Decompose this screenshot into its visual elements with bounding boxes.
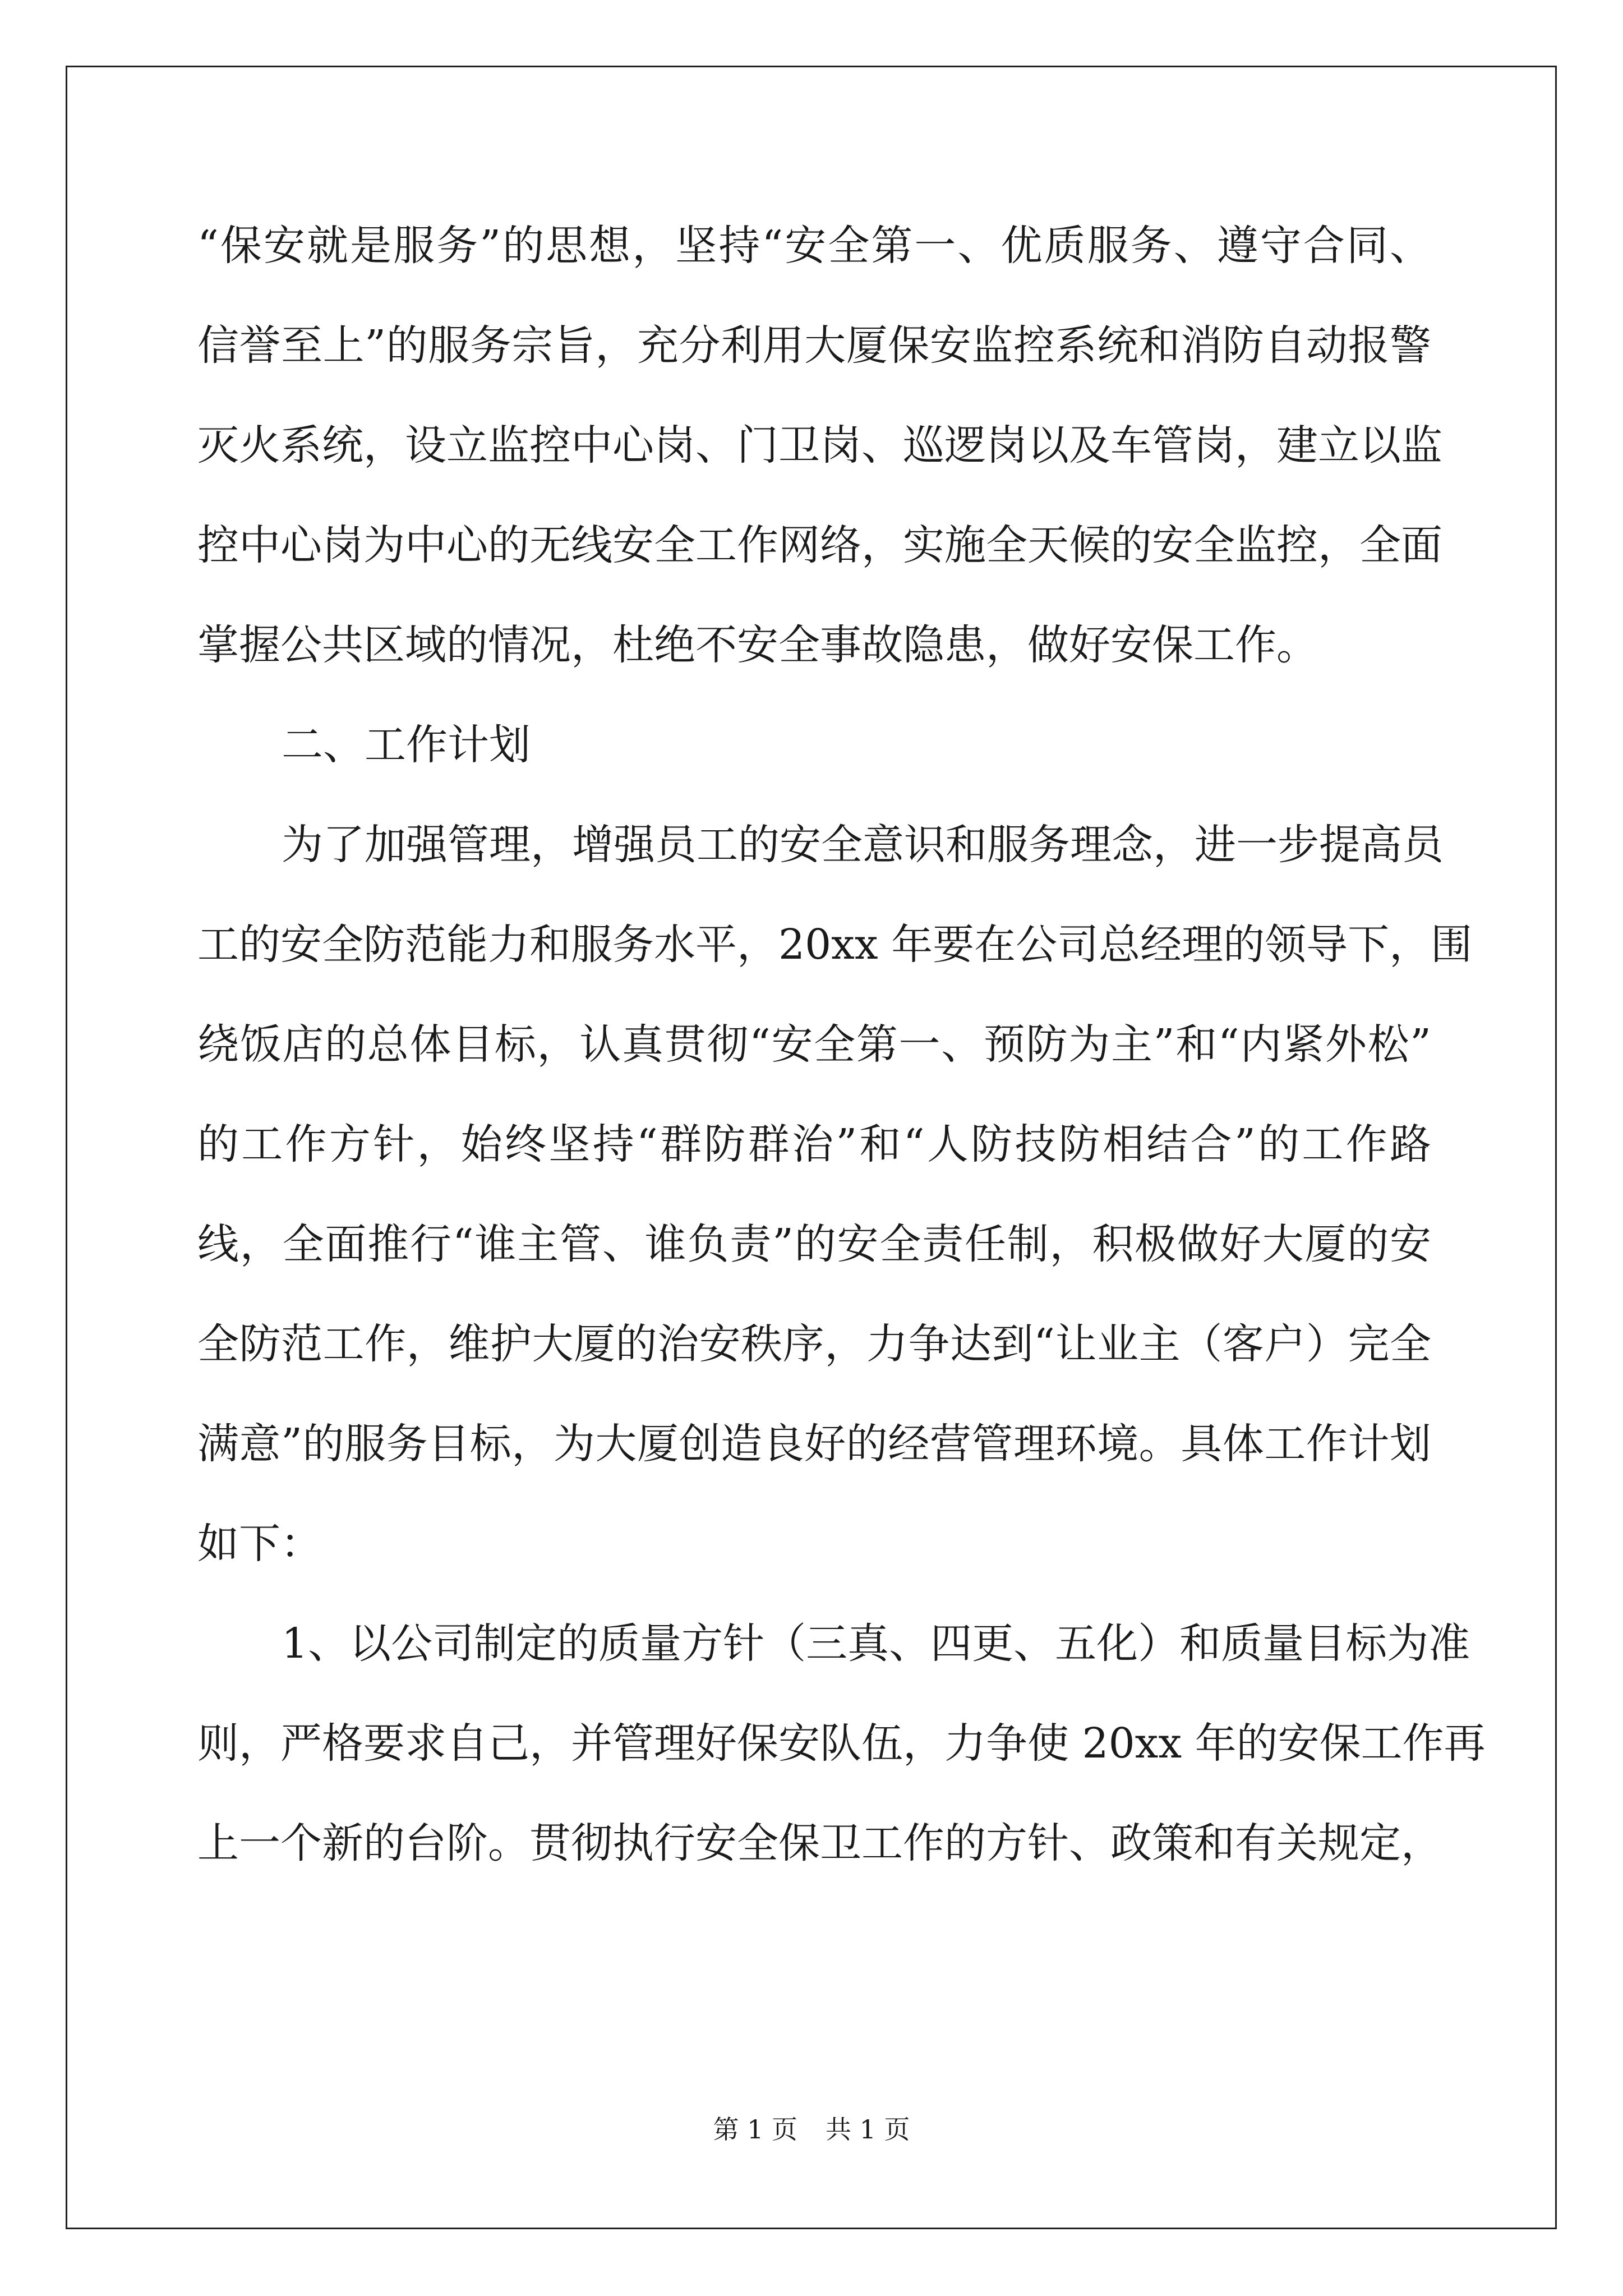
text-line: 如下： [197, 1520, 322, 1568]
text-line: 线，全面推行“谁主管、谁负责”的安全责任制，积极做好大厦的安 [197, 1220, 1431, 1268]
text-line: 的工作方针，始终坚持“群防群治”和“人防技防相结合”的工作路 [197, 1120, 1431, 1168]
text-line: 全防范工作，维护大厦的治安秩序，力争达到“让业主（客户）完全 [197, 1320, 1431, 1368]
text-line: 为了加强管理，增强员工的安全意识和服务理念，进一步提高员 [282, 821, 1444, 869]
page-number-total: 共 1 页 [826, 2114, 910, 2145]
text-line: 满意”的服务目标，为大厦创造良好的经营管理环境。具体工作计划 [197, 1420, 1431, 1468]
text-line: 绕饭店的总体目标，认真贯彻“安全第一、预防为主”和“内紧外松” [197, 1020, 1431, 1069]
text-line: 控中心岗为中心的无线安全工作网络，实施全天候的安全监控，全面 [197, 521, 1442, 569]
text-line: 信誉至上”的服务宗旨，充分利用大厦保安监控系统和消防自动报警 [197, 321, 1431, 370]
text-line: 则，严格要求自己，并管理好保安队伍，力争使 20xx 年的安保工作再 [197, 1719, 1486, 1768]
text-line: 掌握公共区域的情况，杜绝不安全事故隐患，做好安保工作。 [197, 621, 1318, 669]
text-line: 灭火系统，设立监控中心岗、门卫岗、巡逻岗以及车管岗，建立以监 [197, 421, 1442, 470]
page-footer [0, 2113, 1623, 2146]
text-line: 1、以公司制定的质量方针（三真、四更、五化）和质量目标为准 [282, 1619, 1470, 1668]
page-number-current: 第 1 页 [713, 2114, 797, 2145]
section-heading: 二、工作计划 [282, 721, 531, 769]
text-line: 工的安全防范能力和服务水平，20xx 年要在公司总经理的领导下，围 [197, 921, 1473, 969]
text-line: “保安就是服务”的思想，坚持“安全第一、优质服务、遵守合同、 [197, 222, 1431, 270]
text-line: 上一个新的台阶。贯彻执行安全保卫工作的方针、政策和有关规定， [197, 1819, 1442, 1867]
